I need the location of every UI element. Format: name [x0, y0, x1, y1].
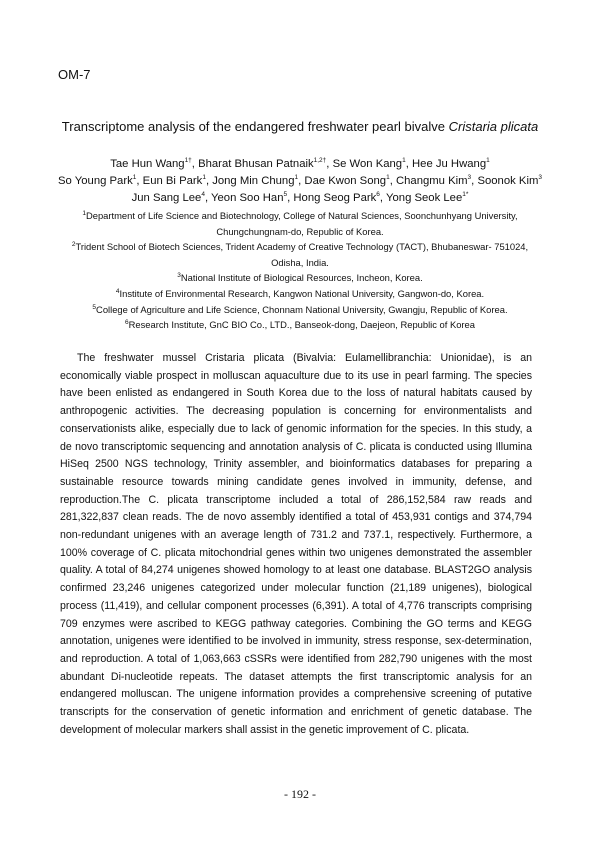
- author-name: Dae Kwon Song: [304, 175, 387, 187]
- affiliation-mark: 1: [82, 209, 86, 217]
- paper-title: [0, 119, 600, 134]
- author-separator: ,: [191, 158, 199, 170]
- affiliation-text: National Institute of Biological Resources, Incheon, Korea.: [180, 272, 423, 284]
- author-name: Yong Seok Lee: [386, 192, 463, 204]
- author-affil-mark: 1†: [184, 157, 192, 165]
- author-line: [0, 156, 600, 173]
- affiliation-line: [0, 255, 600, 271]
- title-text: Transcriptome analysis of the endangered freshwater pearl bivalve: [61, 119, 449, 134]
- author-separator: ,: [389, 175, 396, 187]
- abstract-code: OM-7: [58, 67, 91, 82]
- affiliation-text: Institute of Environmental Research, Kangwon National University, Gangwon-do, Korea.: [119, 287, 485, 299]
- author-affil-mark: 5: [283, 191, 288, 199]
- author-affil-mark: 4: [201, 191, 205, 199]
- author-separator: ,: [204, 192, 212, 204]
- affiliation-line: [0, 286, 600, 302]
- affiliation-text: Department of Life Science and Biotechnology, College of Natural Sciences, Soonchunhyang University,: [85, 210, 518, 221]
- affiliation-text: College of Agriculture and Life Science, Chonnam National University, Gwangju, Republic of Korea.: [96, 303, 508, 315]
- author-affil-mark: 1: [386, 174, 390, 182]
- author-list: [0, 156, 600, 207]
- author-affil-mark: 3: [538, 174, 542, 182]
- affiliation-line: [0, 270, 600, 286]
- author-affil-mark: 3: [467, 174, 472, 182]
- affiliation-text: Chungchungnam-do, Republic of Korea.: [216, 225, 384, 237]
- author-affil-mark: 1: [402, 157, 406, 165]
- author-name: Hee Ju Hwang: [412, 158, 487, 170]
- author-affil-mark: 1: [132, 174, 137, 182]
- author-separator: ,: [379, 192, 386, 204]
- author-name: So Young Park: [58, 175, 133, 187]
- author-name: Jun Sang Lee: [131, 192, 202, 204]
- affiliation-mark: 5: [92, 303, 97, 311]
- author-separator: ,: [298, 175, 305, 187]
- affiliation-text: Trident School of Biotech Sciences, Trident Academy of Creative Technology (TACT), Bhubaneswar- 751024,: [75, 241, 529, 253]
- affiliation-mark: 2: [71, 241, 76, 249]
- author-name: Changmu Kim: [395, 175, 468, 187]
- author-line: [0, 190, 600, 207]
- author-name: Hong Seog Park: [293, 192, 377, 204]
- author-name: Jong Min Chung: [212, 175, 295, 187]
- author-name: Bharat Bhusan Patnaik: [198, 158, 314, 170]
- affiliation-line: [0, 224, 600, 240]
- author-affil-mark: 1,2†: [313, 157, 327, 165]
- author-separator: ,: [287, 192, 294, 204]
- author-separator: ,: [136, 175, 143, 187]
- affiliation-text: Research Institute, GnC BIO Co., LTD., Banseok-dong, Daejeon, Republic of Korea: [128, 319, 475, 331]
- author-line: [0, 173, 600, 190]
- author-name: Soonok Kim: [477, 175, 539, 187]
- title-species: Cristaria plicata: [448, 119, 539, 134]
- author-name: Se Won Kang: [332, 158, 403, 170]
- author-affil-mark: 1: [294, 174, 299, 182]
- affiliation-line: [0, 208, 600, 224]
- affiliation-line: [0, 317, 600, 333]
- author-separator: ,: [405, 158, 412, 170]
- author-name: Tae Hun Wang: [110, 158, 185, 170]
- author-name: Yeon Soo Han: [211, 192, 284, 204]
- author-affil-mark: 1: [202, 174, 206, 182]
- affiliation-text: Odisha, India.: [271, 256, 329, 268]
- affiliation-mark: 3: [177, 272, 181, 280]
- author-name: Eun Bi Park: [142, 175, 203, 187]
- page-number: - 192 -: [284, 787, 316, 801]
- affiliation-line: [0, 302, 600, 318]
- author-separator: ,: [471, 175, 478, 187]
- author-affil-mark: 1: [486, 157, 490, 165]
- abstract-body: The freshwater mussel Cristaria plicata (Bivalvia: Eulamellibranchia: Unionidae), is an economically viable prospect in molluscan aquaculture due to its use in pearl farming. The species have been enlisted as endangered in South Korea due to the loss of natural habitats caused by anthropogenic activities. The decreasing population is concerning for environmentalists and conservationists alike, especially due to lack of genomic information for the species. In this study, a de novo transcriptomic sequencing and annotation analysis of C. plicata is conducted using Illumina HiSeq 2500 NGS technology, Trinity assembler, and bioinformatics databases for preparing a sustainable resource towards mining candidate genes involved in immunity, defense, and reproduction.The C. plicata transcriptome included a total of 286,152,584 raw reads and 281,322,837 clean reads. The de novo assembly identified a total of 453,931 contigs and 374,794 non-redundant unigenes with an average length of 731.2 and 737.1, respectively. Furthermore, a 100% coverage of C. plicata mitochondrial genes within two unigenes demonstrated the assembler quality. A total of 84,274 unigenes showed homology to at least one database. BLAST2GO analysis confirmed 23,246 unigenes categorized under molecular function (21,189 unigenes), biological process (11,419), and cellular component processes (6,391). A total of 4,776 transcripts comprising 709 enzymes were ascribed to KEGG pathway categories. Combining the GO terms and KEGG annotation, unigenes were identified to be involved in immunity, stress response, sex-determination, and reproduction. A total of 1,063,663 cSSRs were identified from 282,790 unigenes with the most abundant Di-nucleotide repeats. The dataset attempts the first transcriptomic analysis for an endangered molluscan. The unigene information provides a comprehensive screening of putative transcripts for the conservation of genetic information and enrichment of genetic database. The development of molecular markers shall assist in the genetic improvement of C. plicata.: [60, 352, 532, 736]
- affiliation-mark: 6: [125, 319, 129, 327]
- affiliation-list: [0, 208, 600, 333]
- author-separator: ,: [326, 158, 333, 170]
- author-separator: ,: [205, 175, 213, 187]
- affiliation-line: [0, 239, 600, 255]
- affiliation-mark: 4: [115, 287, 120, 295]
- author-affil-mark: 6: [376, 191, 380, 199]
- author-affil-mark: 1*: [462, 191, 469, 199]
